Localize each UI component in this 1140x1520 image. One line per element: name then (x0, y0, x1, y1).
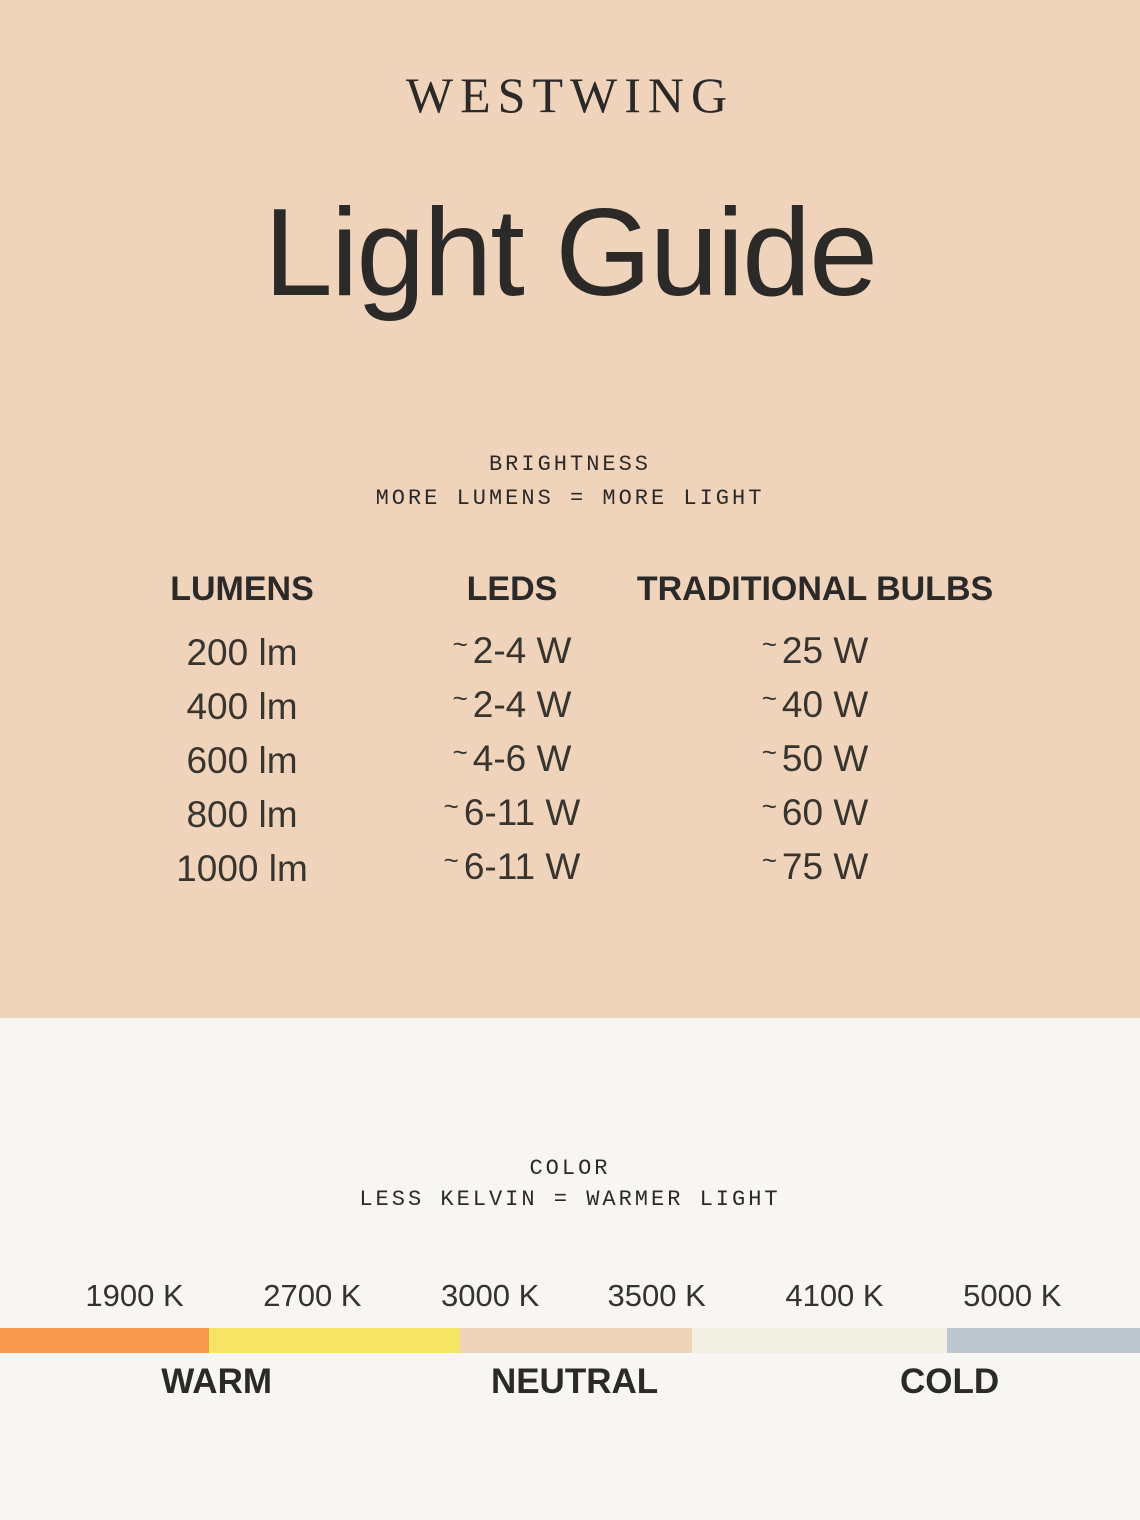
approx-tilde: ~ (761, 845, 777, 875)
approx-tilde: ~ (761, 791, 777, 821)
table-row (120, 791, 1020, 838)
lumens-cell: 800 lm (186, 793, 298, 835)
bulb-watts-value: 40 W (781, 684, 869, 725)
led-watts-value: 6-11 W (463, 792, 581, 833)
color-bar-segment-neutral-peach (460, 1328, 692, 1353)
color-caption: COLOR (529, 1156, 611, 1181)
led-watts-value: 6-11 W (463, 846, 581, 887)
led-watts-cell (444, 845, 581, 892)
column-header-leds: LEDS (466, 570, 558, 608)
lumens-cell: 1000 lm (176, 847, 308, 889)
bulb-watts-cell (762, 791, 869, 838)
color-bar-segment-warm-orange (0, 1328, 209, 1353)
column-header-traditional-bulbs: TRADITIONAL BULBS (636, 570, 994, 608)
led-watts-cell (453, 629, 572, 676)
lumens-cell: 600 lm (186, 739, 298, 781)
kelvin-label: 1900 K (85, 1278, 184, 1313)
led-watts-cell (444, 791, 581, 838)
kelvin-label: 3500 K (607, 1278, 706, 1313)
bulb-watts-cell (762, 845, 869, 892)
temperature-label-cold: COLD (900, 1362, 1000, 1401)
table-row (120, 737, 1020, 784)
led-watts-value: 4-6 W (472, 738, 572, 779)
approx-tilde: ~ (443, 791, 459, 821)
lumens-cell: 200 lm (186, 631, 298, 673)
lumens-table-header-row (120, 570, 1020, 609)
bulb-watts-cell (762, 683, 869, 730)
brightness-subcaption: MORE LUMENS = MORE LIGHT (375, 486, 765, 511)
brightness-caption: BRIGHTNESS (488, 452, 652, 477)
table-row (120, 683, 1020, 730)
approx-tilde: ~ (452, 629, 468, 659)
bulb-watts-value: 75 W (781, 846, 869, 887)
page-title: Light Guide (263, 184, 877, 322)
color-temperature-bar (0, 1328, 1140, 1353)
approx-tilde: ~ (761, 629, 777, 659)
temperature-label-neutral: NEUTRAL (490, 1362, 659, 1401)
kelvin-label: 4100 K (785, 1278, 884, 1313)
led-watts-value: 2-4 W (472, 684, 572, 725)
kelvin-label: 2700 K (263, 1278, 362, 1313)
bulb-watts-cell (762, 629, 869, 676)
approx-tilde: ~ (761, 737, 777, 767)
approx-tilde: ~ (452, 737, 468, 767)
color-bar-segment-neutral-ivory (692, 1328, 947, 1353)
color-bar-segment-warm-yellow (209, 1328, 460, 1353)
lumens-cell: 400 lm (186, 685, 298, 727)
kelvin-label: 3000 K (441, 1278, 540, 1313)
table-row (120, 629, 1020, 676)
bulb-watts-value: 25 W (781, 630, 869, 671)
color-subcaption: LESS KELVIN = WARMER LIGHT (359, 1187, 781, 1212)
led-watts-cell (453, 683, 572, 730)
bulb-watts-value: 50 W (781, 738, 869, 779)
color-section-background (0, 1018, 1140, 1520)
temperature-label-warm: WARM (161, 1362, 272, 1401)
approx-tilde: ~ (452, 683, 468, 713)
brand-logo: WESTWING (405, 67, 735, 123)
table-row (120, 845, 1020, 892)
bulb-watts-cell (762, 737, 869, 784)
kelvin-label: 5000 K (963, 1278, 1062, 1313)
bulb-watts-value: 60 W (781, 792, 869, 833)
approx-tilde: ~ (443, 845, 459, 875)
column-header-lumens: LUMENS (170, 570, 314, 608)
led-watts-value: 2-4 W (472, 630, 572, 671)
led-watts-cell (453, 737, 572, 784)
color-bar-segment-cold-gray (947, 1328, 1140, 1353)
approx-tilde: ~ (761, 683, 777, 713)
